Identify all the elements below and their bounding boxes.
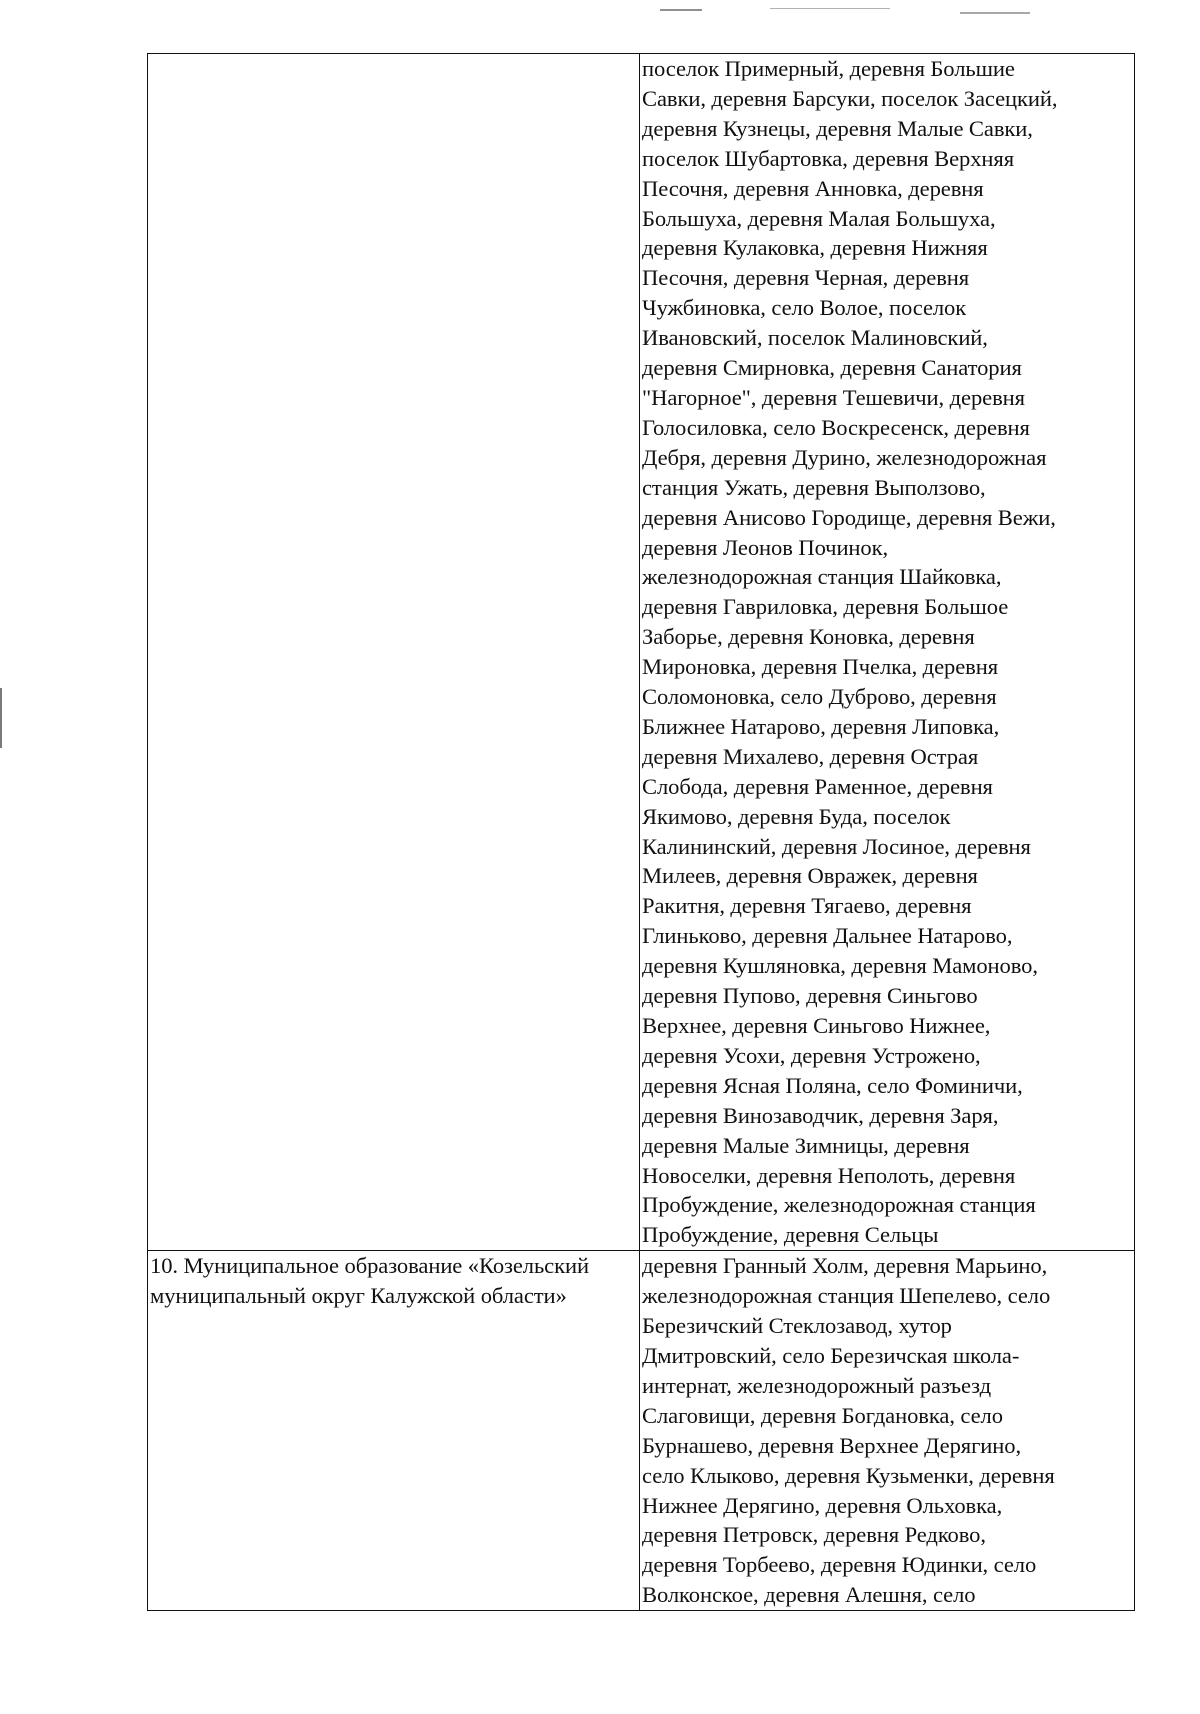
scan-artifact-top bbox=[770, 8, 890, 9]
settlements-table bbox=[147, 53, 1135, 1611]
municipality-cell bbox=[148, 1251, 640, 1611]
scan-artifact-left bbox=[0, 688, 2, 748]
settlements-list: поселок Примерный, деревня Большие Савки, деревня Барсуки, поселок Засецкий, деревня Кузнецы, деревня Малые Савки, поселок Шубартовка, деревня Верхняя Песочня, деревня Анновка, деревня Большуха, деревня Малая Большуха, деревня Кулаковка, деревня Нижняя Песочня, деревня Черная, деревня Чужбиновка, село Волое, поселок Ивановский, поселок Малиновский, деревня Смирновка, деревня Санатория "Нагорное", деревня Тешевичи, деревня Голосиловка, село Воскресенск, деревня Дебря, деревня Дурино, железнодорожная станция Ужать, деревня Выползово, деревня Анисово Городище, деревня Вежи, деревня Леонов Починок, железнодорожная станция Шайковка, деревня Гавриловка, деревня Большое Заборье, деревня Коновка, деревня Мироновка, деревня Пчелка, деревня Соломоновка, село Дуброво, деревня Ближнее Натарово, деревня Липовка, деревня Михалево, деревня Острая Слобода, деревня Раменное, деревня Якимово, деревня Буда, поселок Калининский, деревня Лосиное, деревня Милеев, деревня Овражек, деревня Ракитня, деревня Тягаево, деревня Глиньково, деревня Дальнее Натарово, деревня Кушляновка, деревня Мамоново, деревня Пупово, деревня Синьгово Верхнее, деревня Синьгово Нижнее, деревня Усохи, деревня Устрожено, деревня Ясная Поляна, село Фоминичи, деревня Винозаводчик, деревня Заря, деревня Малые Зимницы, деревня Новоселки, деревня Неполоть, деревня Пробуждение, железнодорожная станция Пробуждение, деревня Сельцы bbox=[642, 56, 1058, 1248]
table-row bbox=[148, 1251, 1135, 1611]
scan-artifact-top bbox=[660, 9, 702, 11]
settlements-list: деревня Гранный Холм, деревня Марьино, железнодорожная станция Шепелево, село Березичский Стеклозавод, хутор Дмитровский, село Березичская школа- интернат, железнодорожный разъезд Слаговищи, деревня Богдановка, село Бурнашево, деревня Верхнее Дерягино, село Клыково, деревня Кузьменки, деревня Нижнее Дерягино, деревня Ольховка, деревня Петровск, деревня Редково, деревня Торбеево, деревня Юдинки, село Волконское, деревня Алешня, село bbox=[642, 1253, 1055, 1608]
scan-artifact-top bbox=[960, 12, 1030, 14]
municipality-cell bbox=[148, 54, 640, 1251]
table-row bbox=[148, 54, 1135, 1251]
settlements-cell bbox=[640, 54, 1135, 1251]
settlements-cell bbox=[640, 1251, 1135, 1611]
municipality-name: 10. Муниципальное образование «Козельский муниципальный округ Калужской области» bbox=[150, 1253, 589, 1309]
